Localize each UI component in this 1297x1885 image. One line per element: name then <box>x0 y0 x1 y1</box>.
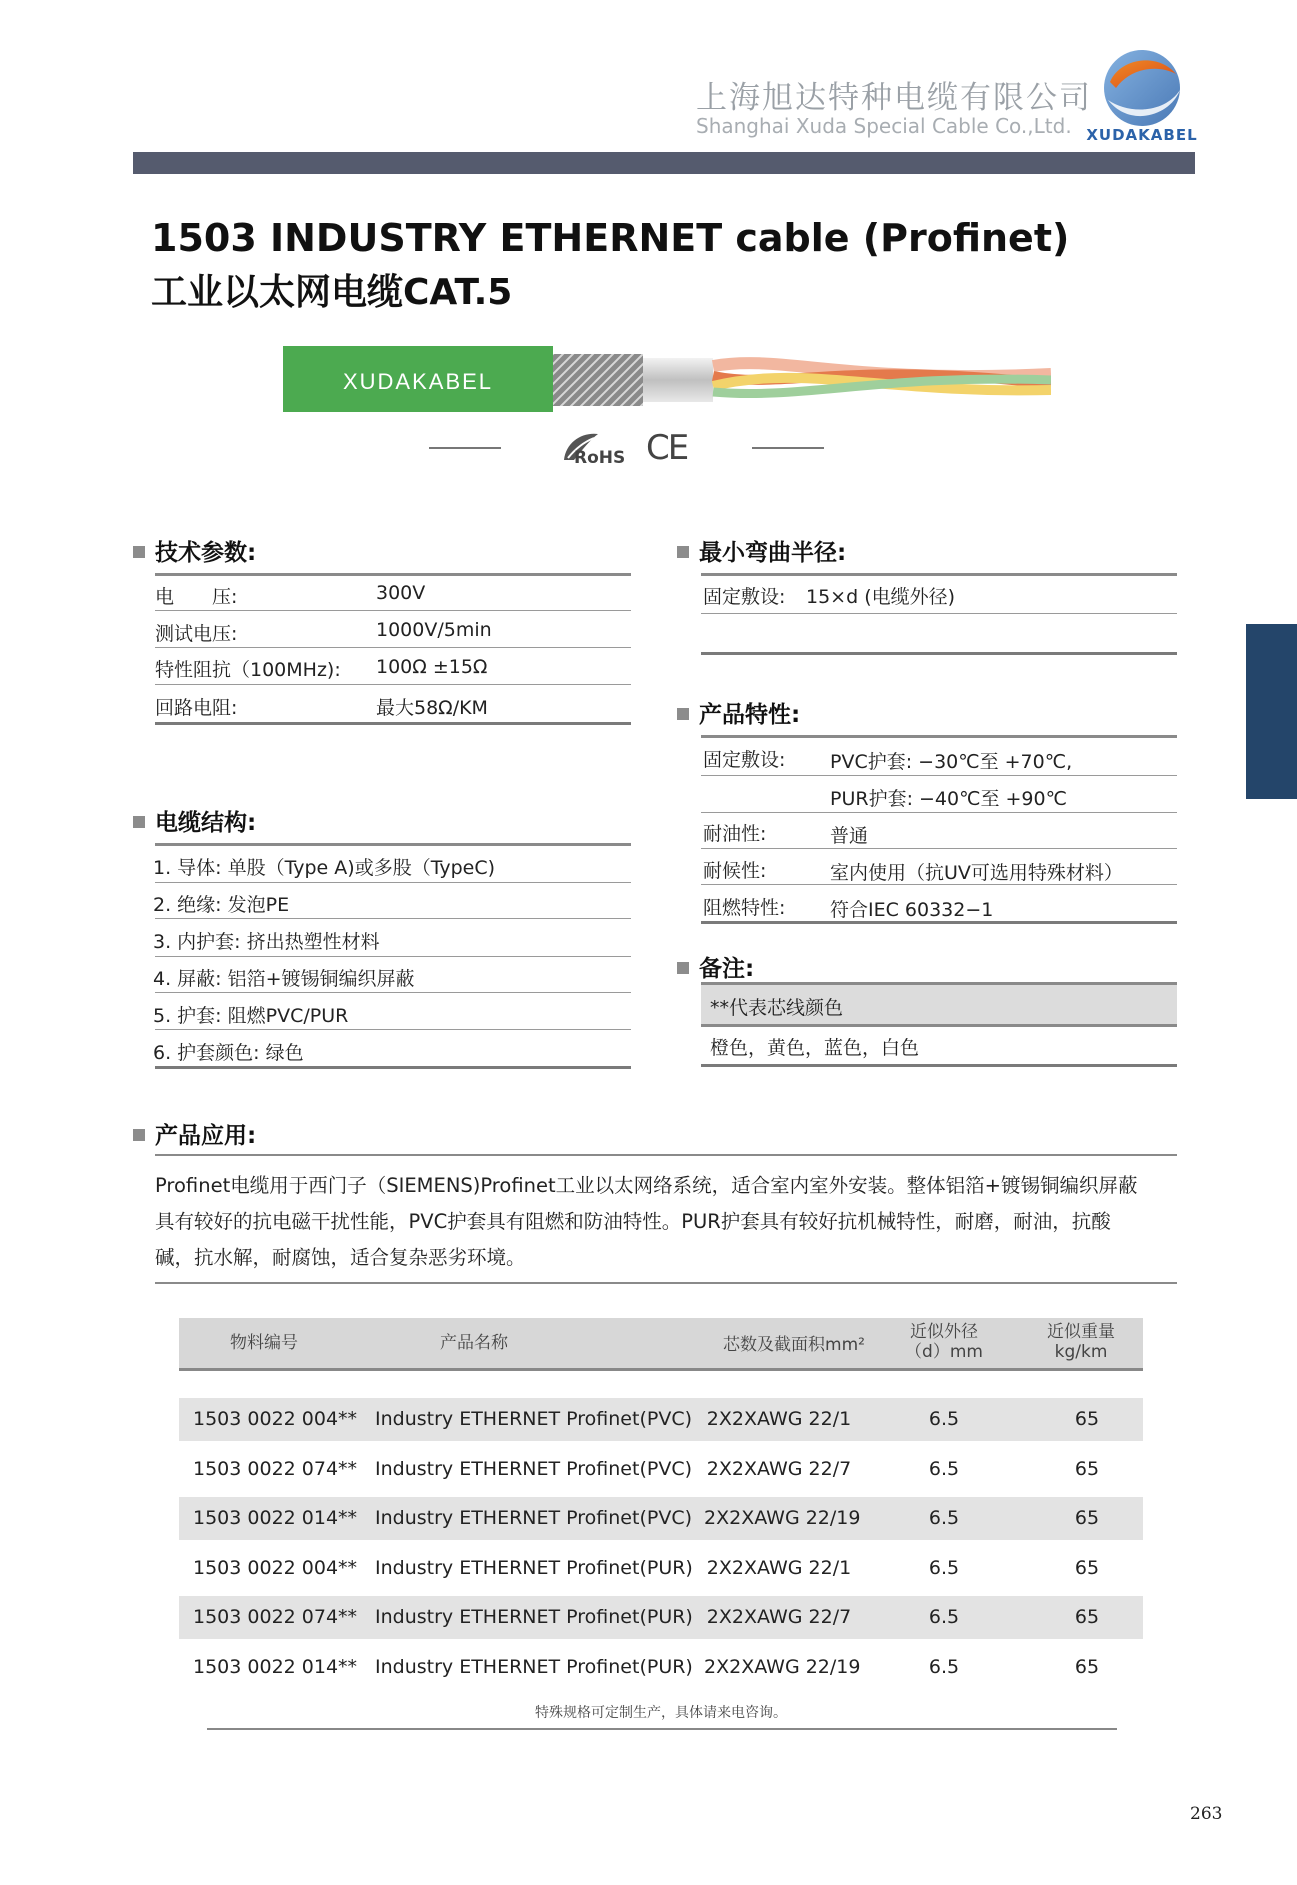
table-row <box>179 1596 1143 1639</box>
tech-params-heading: 技术参数: <box>133 534 256 567</box>
logo-wordmark: XUDAKABEL <box>1086 126 1198 144</box>
tech-value-impedance: 100Ω ±15Ω <box>376 656 488 678</box>
feature-value-pvc: PVC护套: −30℃至 +70℃, <box>830 751 1073 773</box>
cell-od: 6.5 <box>928 1606 960 1628</box>
structure-item: 5. 护套: 阻燃PVC/PUR <box>153 1005 349 1027</box>
page-number: 263 <box>1190 1804 1223 1824</box>
row-divider <box>701 812 1177 813</box>
rohs-mark: RoHS <box>560 430 630 472</box>
cable-cores <box>713 363 1051 393</box>
cell-cores: 2X2XAWG 22/7 <box>706 1606 852 1628</box>
cell-name: Industry ETHERNET Profinet(PVC) <box>375 1507 692 1529</box>
col-header-weight <box>1019 1322 1143 1362</box>
features-bottom-line <box>701 921 1177 924</box>
page-subtitle: 工业以太网电缆CAT.5 <box>151 272 513 313</box>
cell-cores: 2X2XAWG 22/19 <box>704 1656 861 1678</box>
cell-weight: 65 <box>1074 1656 1100 1678</box>
cell-name: Industry ETHERNET Profinet(PVC) <box>375 1458 692 1480</box>
feature-label-weather: 耐候性: <box>703 860 767 882</box>
cell-code: 1503 0022 014** <box>193 1656 358 1678</box>
row-divider <box>155 610 631 611</box>
bend-bottom-line <box>701 652 1177 655</box>
structure-top-line <box>155 843 631 846</box>
cell-code: 1503 0022 004** <box>193 1557 358 1579</box>
cell-cores: 2X2XAWG 22/1 <box>706 1557 852 1579</box>
row-divider <box>155 1029 631 1030</box>
cell-weight: 65 <box>1074 1507 1100 1529</box>
structure-item: 6. 护套颜色: 绿色 <box>153 1042 304 1064</box>
cable-structure-heading: 电缆结构: <box>133 804 256 837</box>
row-divider <box>155 684 631 685</box>
cell-weight: 65 <box>1074 1408 1100 1430</box>
structure-item: 2. 绝缘: 发泡PE <box>153 894 290 916</box>
structure-item: 1. 导体: 单股（Type A)或多股（TypeC) <box>153 857 496 879</box>
row-divider <box>701 775 1177 776</box>
page-title: 1503 INDUSTRY ETHERNET cable (Profinet) <box>151 216 1070 260</box>
cell-od: 6.5 <box>928 1408 960 1430</box>
tech-label-loop-resistance: 回路电阻: <box>155 697 238 719</box>
cell-name: Industry ETHERNET Profinet(PUR) <box>375 1557 693 1579</box>
row-divider <box>701 884 1177 885</box>
side-tab <box>1246 624 1297 799</box>
cell-od: 6.5 <box>928 1458 960 1480</box>
application-line: 碱，抗水解，耐腐蚀，适合复杂恶劣环境。 <box>155 1246 526 1269</box>
tech-params-top-line <box>155 573 631 576</box>
feature-value-pur: PUR护套: −40℃至 +90℃ <box>830 788 1067 810</box>
tech-value-test-voltage: 1000V/5min <box>376 619 492 641</box>
bend-label-fixed: 固定敷设: <box>703 586 786 608</box>
application-top-line <box>155 1154 1177 1156</box>
row-divider <box>155 918 631 919</box>
cell-weight: 65 <box>1074 1606 1100 1628</box>
table-footnote: 特殊规格可定制生产，具体请来电咨询。 <box>535 1705 787 1721</box>
structure-item: 3. 内护套: 挤出热塑性材料 <box>153 931 380 953</box>
col-header-cores: 芯数及截面积mm² <box>723 1335 865 1355</box>
cell-weight: 65 <box>1074 1557 1100 1579</box>
remarks-line2: 橙色，黄色，蓝色，白色 <box>710 1037 920 1059</box>
remarks-bottom-line <box>701 1064 1177 1067</box>
tech-label-voltage: 电 压: <box>155 586 238 608</box>
tech-params-bottom-line <box>155 722 631 725</box>
cell-code: 1503 0022 014** <box>193 1507 358 1529</box>
company-name-cn: 上海旭达特种电缆有限公司 <box>696 80 1092 116</box>
table-row <box>179 1448 1143 1491</box>
bend-radius-heading: 最小弯曲半径: <box>677 534 846 567</box>
cert-divider-right <box>752 447 824 449</box>
row-divider <box>155 882 631 883</box>
application-text <box>155 1168 1175 1276</box>
cell-cores: 2X2XAWG 22/19 <box>704 1507 861 1529</box>
feature-value-flame: 符合IEC 60332−1 <box>830 899 994 921</box>
table-row <box>179 1646 1143 1689</box>
features-heading: 产品特性: <box>677 696 800 729</box>
feature-label-fixed: 固定敷设: <box>703 749 786 771</box>
table-row <box>179 1497 1143 1540</box>
row-divider <box>701 848 1177 849</box>
cell-code: 1503 0022 074** <box>193 1458 358 1480</box>
remarks-heading: 备注: <box>677 950 754 983</box>
cell-od: 6.5 <box>928 1557 960 1579</box>
cable-braid <box>553 354 643 406</box>
row-divider <box>155 956 631 957</box>
application-line: Profinet电缆用于西门子（SIEMENS)Profinet工业以太网络系统，适合室内室外安装。整体铝箔+镀锡铜编织屏蔽 <box>155 1174 1138 1197</box>
application-heading: 产品应用: <box>133 1117 256 1150</box>
tech-value-voltage: 300V <box>376 582 426 604</box>
cable-illustration <box>283 344 1051 414</box>
table-row <box>179 1398 1143 1441</box>
structure-item: 4. 屏蔽: 铝箔+镀锡铜编织屏蔽 <box>153 968 415 990</box>
table-bottom-line <box>207 1728 1117 1730</box>
col-header-od-line1: 近似外径 <box>910 1322 978 1342</box>
cable-label: XUDAKABEL <box>342 369 494 394</box>
cell-od: 6.5 <box>928 1507 960 1529</box>
row-divider <box>701 613 1177 614</box>
bend-value-fixed: 15×d (电缆外径) <box>806 586 956 608</box>
col-header-name: 产品名称 <box>440 1333 508 1353</box>
bend-top-line <box>701 573 1177 576</box>
application-bottom-line <box>155 1282 1177 1284</box>
cell-name: Industry ETHERNET Profinet(PVC) <box>375 1408 692 1430</box>
col-header-od <box>879 1322 1009 1362</box>
col-header-weight-line1: 近似重量 <box>1047 1322 1115 1342</box>
feature-label-oil: 耐油性: <box>703 823 767 845</box>
row-divider <box>155 647 631 648</box>
header-bar <box>133 152 1195 174</box>
tech-value-loop-resistance: 最大58Ω/KM <box>376 697 488 719</box>
cell-cores: 2X2XAWG 22/1 <box>706 1408 852 1430</box>
cell-od: 6.5 <box>928 1656 960 1678</box>
company-name-en: Shanghai Xuda Special Cable Co.,Ltd. <box>696 114 1072 138</box>
tech-label-impedance: 特性阻抗（100MHz): <box>155 659 341 681</box>
cert-divider-left <box>429 447 501 449</box>
application-line: 具有较好的抗电磁干扰性能，PVC护套具有阻燃和防油特性。PUR护套具有较好抗机械特性，耐磨，耐油，抗酸 <box>155 1210 1111 1233</box>
feature-label-flame: 阻燃特性: <box>703 897 786 919</box>
feature-value-oil: 普通 <box>830 825 869 847</box>
ce-mark: CE <box>646 428 688 468</box>
cell-name: Industry ETHERNET Profinet(PUR) <box>375 1656 693 1678</box>
cell-code: 1503 0022 004** <box>193 1408 358 1430</box>
col-header-weight-line2: kg/km <box>1054 1342 1108 1362</box>
features-top-line <box>701 735 1177 738</box>
feature-value-weather: 室内使用（抗UV可选用特殊材料） <box>830 862 1123 884</box>
row-divider <box>155 992 631 993</box>
cell-cores: 2X2XAWG 22/7 <box>706 1458 852 1480</box>
cell-name: Industry ETHERNET Profinet(PUR) <box>375 1606 693 1628</box>
remarks-line1: **代表芯线颜色 <box>710 997 844 1019</box>
col-header-code: 物料编号 <box>230 1333 298 1353</box>
table-row <box>179 1547 1143 1590</box>
cell-code: 1503 0022 074** <box>193 1606 358 1628</box>
product-table-header <box>179 1318 1143 1371</box>
col-header-od-line2: （d）mm <box>905 1342 983 1362</box>
cable-foil <box>643 358 713 402</box>
tech-label-test-voltage: 测试电压: <box>155 623 238 645</box>
structure-bottom-line <box>155 1066 631 1069</box>
cell-weight: 65 <box>1074 1458 1100 1480</box>
